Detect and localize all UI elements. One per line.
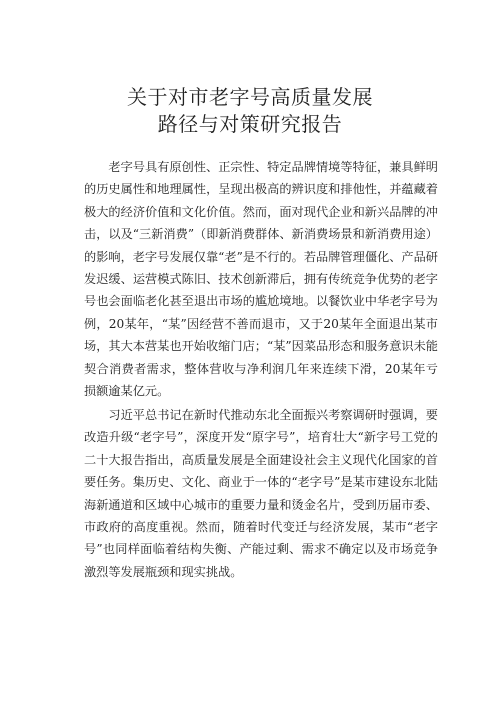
document-title-line-1: 关于对市老字号高质量发展: [127, 85, 373, 109]
document-title-line-2: 路径与对策研究报告: [157, 112, 343, 136]
body-paragraph-1: 老字号具有原创性、正宗性、特定品牌情境等特征，兼具鲜明的历史属性和地理属性，呈现出极高的辨识度和排他性，并蕴藏着极大的经济价值和文化价值。然而，面对现代企业和新兴品牌的冲击，以及“三新消费”（即新消费群体、新消费场景和新消费用途）的影响，老字号发展仅靠“老”是不行的。若品牌管理僵化、产品研发迟缓、运营模式陈旧、技术创新滞后，拥有传统竞争优势的老字号也会面临老化甚至退出市场的尴尬境地。以餐饮业中华老字号为例，20某年，“某”因经营不善而退市，又于20某年全面退出某市场，其大本营某也开始收缩门店；“某”因菜品形态和服务意识未能契合消费者需求，整体营收与净利润几年来连续下滑，20某年亏损额逾某亿元。: [84, 160, 438, 399]
body-paragraph-2: 习近平总书记在新时代推动东北全面振兴考察调研时强调，要改造升级“老字号”，深度开发“原字号”，培育壮大“新字号工党的二十大报告指出，高质量发展是全面建设社会主义现代化国家的首要任务。集历史、文化、商业于一体的“老字号”是某市建设东北陆海新通道和区域中心城市的重要力量和烫金名片，受到历届市委、市政府的高度重视。然而，随着时代变迁与经济发展，某市“老字号”也同样面临着结构失衡、产能过剩、需求不确定以及市场竞争激烈等发展瓶颈和现实挑战。: [84, 408, 438, 579]
